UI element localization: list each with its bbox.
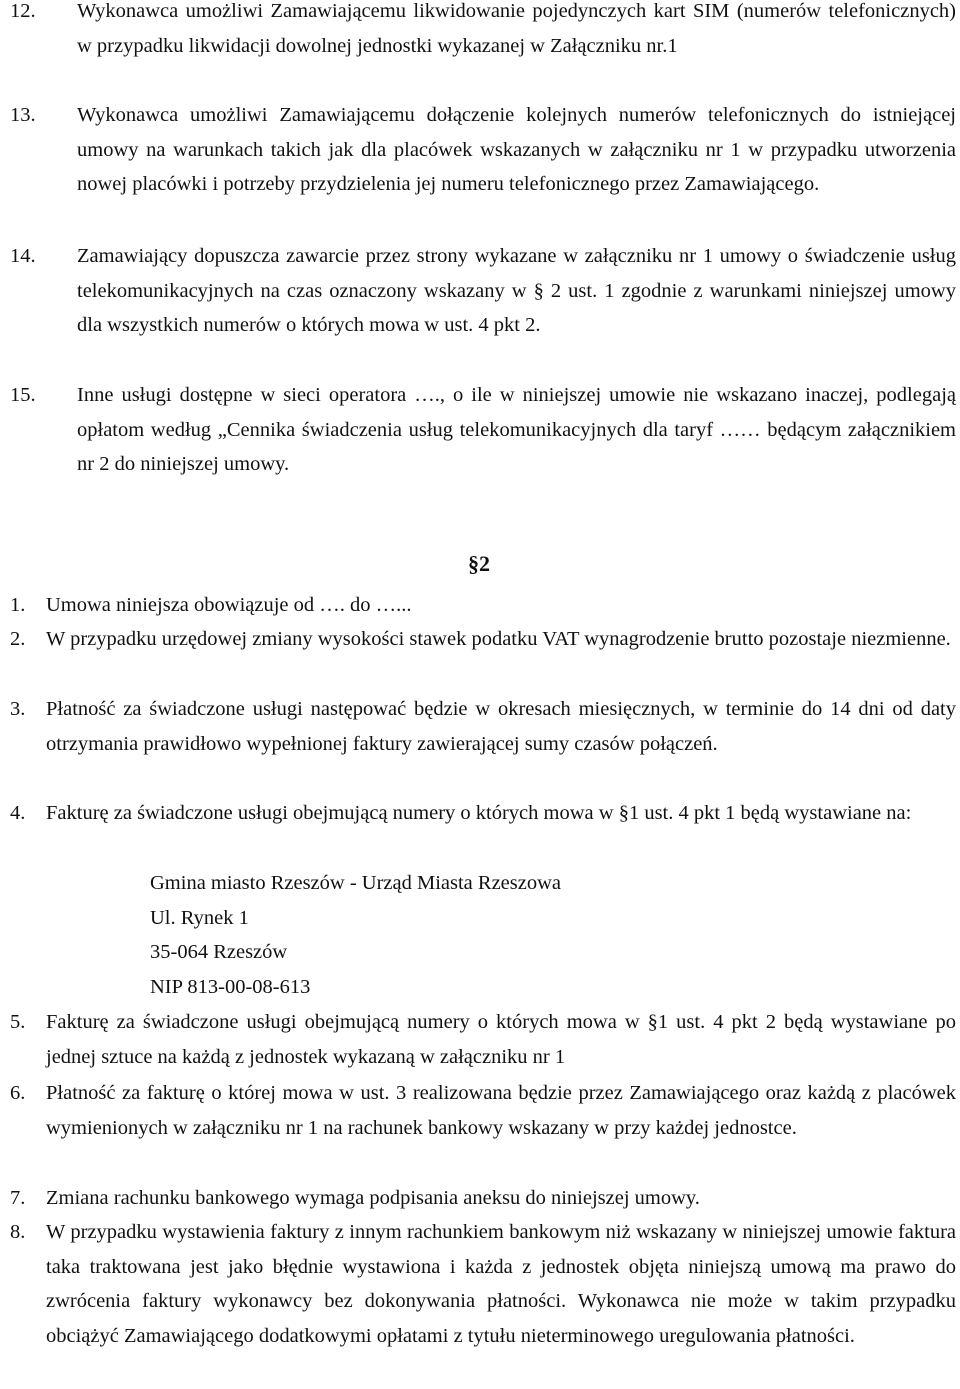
- clause-text: Płatność za świadczone usługi następować będzie w okresach miesięcznych, w terminie do 14 dni od daty otrzymania prawidłowo wypełnionej faktury zawierającej sumy czasów połączeń.: [46, 698, 956, 755]
- clause-item-12: [0, 0, 956, 63]
- section-heading: §2: [468, 551, 490, 576]
- clause-text: Zamawiający dopuszcza zawarcie przez strony wykazane w załączniku nr 1 umowy o świadczenie usług telekomunikacyjnych na czas oznaczony wskazany w § 2 ust. 1 zgodnie z warunkami niniejszej umowy dla wszystkich numerów o których mowa w ust. 4 pkt 2.: [77, 245, 956, 337]
- clause-text: Inne usługi dostępne w sieci operatora …., o ile w niniejszej umowie nie wskazano inaczej, podlegają opłatom według „Cennika świadczenia usług telekomunikacyjnych dla taryf …… będącym załącznikiem nr 2 do niniejszej umowy.: [77, 384, 956, 476]
- clause-number: 15.: [10, 384, 36, 406]
- clause-number: 2.: [10, 628, 26, 650]
- clause-number: 12.: [10, 0, 36, 22]
- clause-item-2: [0, 622, 956, 657]
- clause-number: 5.: [10, 1011, 26, 1033]
- clause-number: 13.: [10, 104, 36, 126]
- address-line-name: Gmina miasto Rzeszów - Urząd Miasta Rzeszowa: [150, 872, 562, 894]
- address-line-street: Ul. Rynek 1: [150, 906, 249, 929]
- clause-text: W przypadku wystawienia faktury z innym rachunkiem bankowym niż wskazany w niniejszej umowie faktura taka traktowana jest jako błędnie wystawiona i każda z jednostek objęta niniejszą umową ma prawo do zwrócenia faktury wykonawcy bez dokonywania płatności. Wykonawca nie może w takim przypadku obciążyć Zamawiającego dodatkowymi opłatami z tytułu nieterminowego uregulowania płatności.: [46, 1221, 956, 1348]
- clause-item-3: [0, 692, 956, 761]
- clause-number: 8.: [10, 1221, 26, 1243]
- invoice-address: [150, 866, 561, 1005]
- clause-text: Fakturę za świadczone usługi obejmującą numery o których mowa w §1 ust. 4 pkt 2 będą wystawiane po jednej sztuce na każdą z jednostek wykazaną w załączniku nr 1: [46, 1011, 956, 1068]
- clause-text: Wykonawca umożliwi Zamawiającemu likwidowanie pojedynczych kart SIM (numerów telefonicznych) w przypadku likwidacji dowolnej jednostki wykazanej w Załączniku nr.1: [77, 0, 956, 57]
- clause-number: 6.: [10, 1082, 26, 1104]
- clause-number: 3.: [10, 698, 26, 720]
- clause-item-5: [0, 1005, 956, 1074]
- clause-item-1: [0, 588, 956, 623]
- clause-item-8: [0, 1215, 956, 1354]
- clause-number: 14.: [10, 245, 36, 267]
- clause-item-13: [0, 98, 956, 202]
- clause-text: Umowa niniejsza obowiązuje od …. do …...: [46, 594, 412, 616]
- address-line-city: 35-064 Rzeszów: [150, 941, 288, 964]
- clause-text: W przypadku urzędowej zmiany wysokości stawek podatku VAT wynagrodzenie brutto pozostaje niezmienne.: [46, 628, 951, 650]
- clause-number: 7.: [10, 1187, 26, 1209]
- clause-item-6: [0, 1076, 956, 1145]
- clause-text: Zmiana rachunku bankowego wymaga podpisania aneksu do niniejszej umowy.: [46, 1187, 700, 1209]
- address-line-nip: NIP 813-00-08-613: [150, 976, 311, 999]
- clause-text: Wykonawca umożliwi Zamawiającemu dołączenie kolejnych numerów telefonicznych do istniejącej umowy na warunkach takich jak dla placówek wskazanych w załączniku nr 1 w przypadku utworzenia nowej placówki i potrzeby przydzielenia jej numeru telefonicznego przez Zamawiającego.: [77, 104, 956, 196]
- clause-item-15: [0, 378, 956, 482]
- clause-item-14: [0, 239, 956, 343]
- clause-number: 4.: [10, 802, 26, 824]
- clause-text: Fakturę za świadczone usługi obejmującą numery o których mowa w §1 ust. 4 pkt 1 będą wystawiane na:: [46, 802, 912, 824]
- clause-number: 1.: [10, 594, 26, 616]
- clause-text: Płatność za fakturę o której mowa w ust. 3 realizowana będzie przez Zamawiającego oraz każdą z placówek wymienionych w załączniku nr 1 na rachunek bankowy wskazany w przy każdej jednostce.: [46, 1082, 956, 1139]
- clause-item-7: [0, 1181, 956, 1216]
- clause-item-4: [0, 796, 956, 831]
